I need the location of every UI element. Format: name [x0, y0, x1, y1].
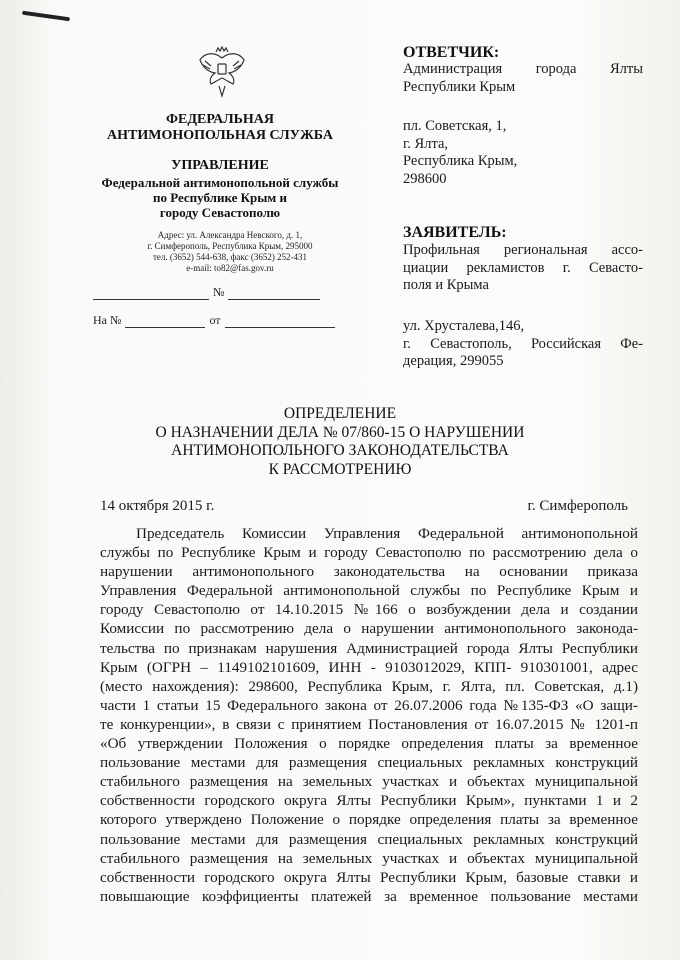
respondent-name-line-2: Республики Крым: [403, 78, 516, 95]
applicant-title: ЗАЯВИТЕЛЬ:: [403, 224, 507, 241]
department-line-2: по Республике Крым и: [152, 190, 288, 205]
body-line: пользование местами для размещения специальных рекламных конструкций: [100, 830, 638, 848]
body-line: службы по Республике Крым и городу Севастополю по рассмотрению дела о: [100, 544, 638, 562]
applicant-address: [403, 318, 643, 371]
title-line-2: О НАЗНАЧЕНИИ ДЕЛА № 07/860-15 О НАРУШЕНИИ: [155, 423, 525, 441]
reply-date-blank: [225, 316, 335, 328]
body-line: «Об утверждении Положения о порядке определения платы за временное: [100, 735, 638, 753]
reply-from: от: [209, 313, 221, 327]
applicant-addr-line-1: ул. Хрусталева,146,: [403, 318, 525, 334]
respondent-title: ОТВЕТЧИК:: [403, 44, 500, 61]
registration-number-line: [93, 285, 320, 300]
applicant-addr-line-3: дерация, 299055: [403, 353, 504, 369]
respondent-name-line-1: Администрация города Ялты: [403, 61, 643, 77]
applicant-name-line-2: циации рекламистов г. Севасто-: [403, 259, 643, 276]
body-line: (место нахождения): 298600, Республика Крым, г. Ялта, пл. Советская, д.1): [100, 677, 638, 695]
agency-line-2: АНТИМОНОПОЛЬНАЯ СЛУЖБА: [107, 128, 333, 143]
respondent-addr-line-3: Республика Крым,: [403, 153, 518, 169]
body-line: стабильного размещения на земельных участках и объектах муниципальной: [100, 849, 638, 867]
body-line: которого утверждено Положение о порядке определения платы за временное: [100, 811, 638, 829]
applicant-addr-line-2: г. Севастополь, Российская Фе-: [403, 335, 643, 352]
applicant-name-line-1: Профильная региональная ассо-: [403, 242, 643, 258]
document-city: г. Симферополь: [527, 498, 628, 514]
address-line-2: г. Симферополь, Республика Крым, 295000: [147, 241, 313, 251]
reply-prefix: На №: [93, 313, 122, 327]
body-line: Управления Федеральной антимонопольной службы по Республике Крым и: [100, 582, 638, 600]
body-line: Председатель Комиссии Управления Федеральной антимонопольной: [136, 525, 638, 542]
body-line: собственности городского округа Ялты Республики Крым, базовые ставки и: [100, 868, 638, 886]
body-line: собственности городского округа Ялты Республики Крым», пунктами 1 и 2: [100, 792, 638, 810]
department-line-1: Федеральной антимонопольной службы: [101, 175, 339, 190]
department-title: УПРАВЛЕНИЕ: [171, 158, 269, 173]
respondent-addr-line-4: 298600: [403, 170, 447, 187]
title-line-4: К РАССМОТРЕНИЮ: [268, 460, 412, 478]
document-date: 14 октября 2015 г.: [100, 498, 215, 514]
agency-line-1: ФЕДЕРАЛЬНАЯ: [165, 112, 274, 127]
reply-number-blank: [125, 316, 205, 328]
body-line: Комиссии по рассмотрению дела о нарушении антимонопольного законода-: [100, 620, 638, 638]
body-line: Крым (ОГРН – 1149102101609, ИНН - 9103012029, КПП- 910301001, адрес: [100, 658, 638, 676]
body-line: те конкуренции», в связи с принятием Постановления от 16.07.2015 № 1201-п: [100, 715, 638, 733]
title-line-3: АНТИМОНОПОЛЬНОГО ЗАКОНОДАТЕЛЬСТВА: [171, 442, 509, 459]
body-line: городу Севастополю от 14.10.2015 №166 о возбуждении дела и создании: [100, 601, 638, 619]
document-title: [120, 405, 560, 479]
address-line-1: Адрес: ул. Александра Невского, д. 1,: [157, 230, 303, 240]
reg-number-blank: [228, 288, 320, 300]
body-line: нарушении антимонопольного законодательства на основании приказа: [100, 563, 638, 581]
body-line: стабильного размещения на земельных участках и объектах муниципальной: [100, 773, 638, 791]
date-place-row: [100, 498, 628, 515]
body-line: тельства по признакам нарушения Администрацией города Ялты Республики: [100, 639, 638, 657]
applicant-name: [403, 242, 643, 295]
respondent-addr-line-2: г. Ялта,: [403, 135, 449, 152]
number-sign: №: [213, 285, 225, 299]
applicant-name-line-3: поля и Крыма: [403, 277, 489, 293]
reg-date-blank: [93, 288, 209, 300]
body-line: части 1 статьи 15 Федерального закона от 26.07.2006 года №135-ФЗ «О защи-: [100, 696, 638, 714]
reply-reference-line: [93, 313, 335, 328]
body-line: повышающие коэффициенты платежей за временное пользование местами: [100, 887, 638, 905]
phone-fax: тел. (3652) 544-638, факс (3652) 252-431: [152, 252, 308, 262]
body-line: пользование местами для размещения специальных рекламных конструкций: [100, 754, 638, 772]
coat-of-arms-icon: [197, 46, 247, 98]
email: e-mail: to82@fas.gov.ru: [186, 263, 274, 273]
department-line-3: городу Севастополю: [159, 205, 281, 220]
respondent-name: [403, 61, 643, 96]
respondent-address: [403, 118, 643, 188]
title-line-1: ОПРЕДЕЛЕНИЕ: [283, 405, 397, 422]
respondent-addr-line-1: пл. Советская, 1,: [403, 118, 507, 134]
department-contacts: [80, 230, 380, 274]
agency-name: [80, 112, 360, 144]
body-paragraph: [100, 524, 638, 906]
department-name: [80, 158, 360, 220]
